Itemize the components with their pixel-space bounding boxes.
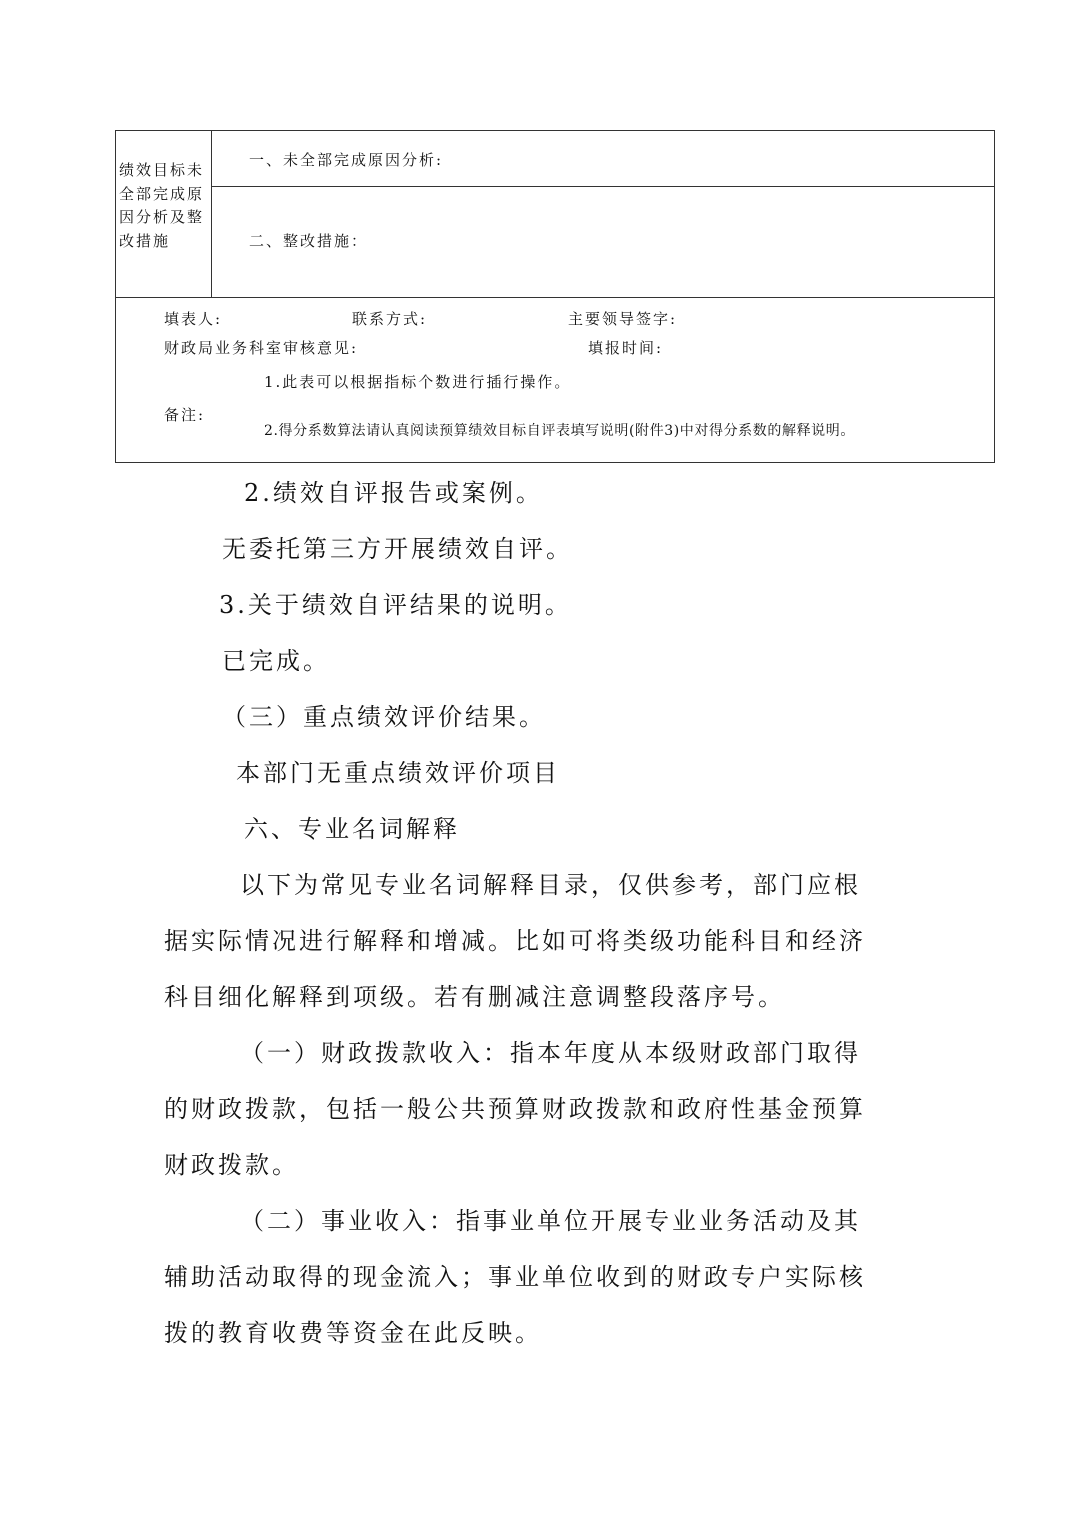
- heading-terms-explanation: 六、专业名词解释: [244, 815, 460, 843]
- term2-line-2: 辅助活动取得的现金流入；事业单位收到的财政专户实际核: [164, 1263, 866, 1291]
- paragraph-no-third-party: 无委托第三方开展绩效自评。: [222, 535, 573, 563]
- heading-self-evaluation-report: 2.绩效自评报告或案例。: [244, 479, 543, 507]
- table-divider-middle: [211, 186, 995, 187]
- fill-time-label: 填报时间:: [588, 339, 664, 357]
- term2-line-1: （二）事业收入：指事业单位开展专业业务活动及其: [240, 1207, 861, 1235]
- remark-label: 备注:: [164, 406, 206, 424]
- table-divider-lower: [116, 297, 994, 298]
- term2-line-3: 拨的教育收费等资金在此反映。: [164, 1319, 542, 1347]
- term1-line-1: （一）财政拨款收入：指本年度从本级财政部门取得: [240, 1039, 861, 1067]
- filler-label: 填表人:: [164, 310, 223, 328]
- leader-signature-label: 主要领导签字:: [568, 310, 678, 328]
- rectification-measures-label: 二、整改措施：: [249, 232, 369, 250]
- intro-line-3: 科目细化解释到项级。若有删减注意调整段落序号。: [164, 983, 785, 1011]
- heading-result-explanation: 3.关于绩效自评结果的说明。: [219, 591, 572, 619]
- paragraph-no-key-project: 本部门无重点绩效评价项目: [236, 759, 560, 787]
- contact-label: 联系方式:: [352, 310, 428, 328]
- table-divider-vertical: [211, 131, 212, 297]
- intro-line-1: 以下为常见专业名词解释目录，仅供参考，部门应根: [240, 871, 861, 899]
- evaluation-table: [115, 130, 995, 463]
- cause-analysis-label: 一、未全部完成原因分析:: [249, 151, 444, 169]
- intro-line-2: 据实际情况进行解释和增减。比如可将类级功能科目和经济: [164, 927, 866, 955]
- heading-key-evaluation: （三）重点绩效评价结果。: [222, 703, 546, 731]
- paragraph-completed: 已完成。: [222, 647, 330, 675]
- term1-line-2: 的财政拨款，包括一般公共预算财政拨款和政府性基金预算: [164, 1095, 866, 1123]
- row-header-cause-measures: 绩效目标未全部完成原因分析及整改措施: [119, 161, 205, 250]
- remark-note-2: 2.得分系数算法请认真阅读预算绩效目标自评表填写说明(附件3)中对得分系数的解释说明。: [264, 423, 855, 439]
- term1-line-3: 财政拨款。: [164, 1151, 299, 1179]
- review-opinion-label: 财政局业务科室审核意见:: [164, 339, 359, 357]
- remark-note-1: 1.此表可以根据指标个数进行插行操作。: [264, 373, 572, 391]
